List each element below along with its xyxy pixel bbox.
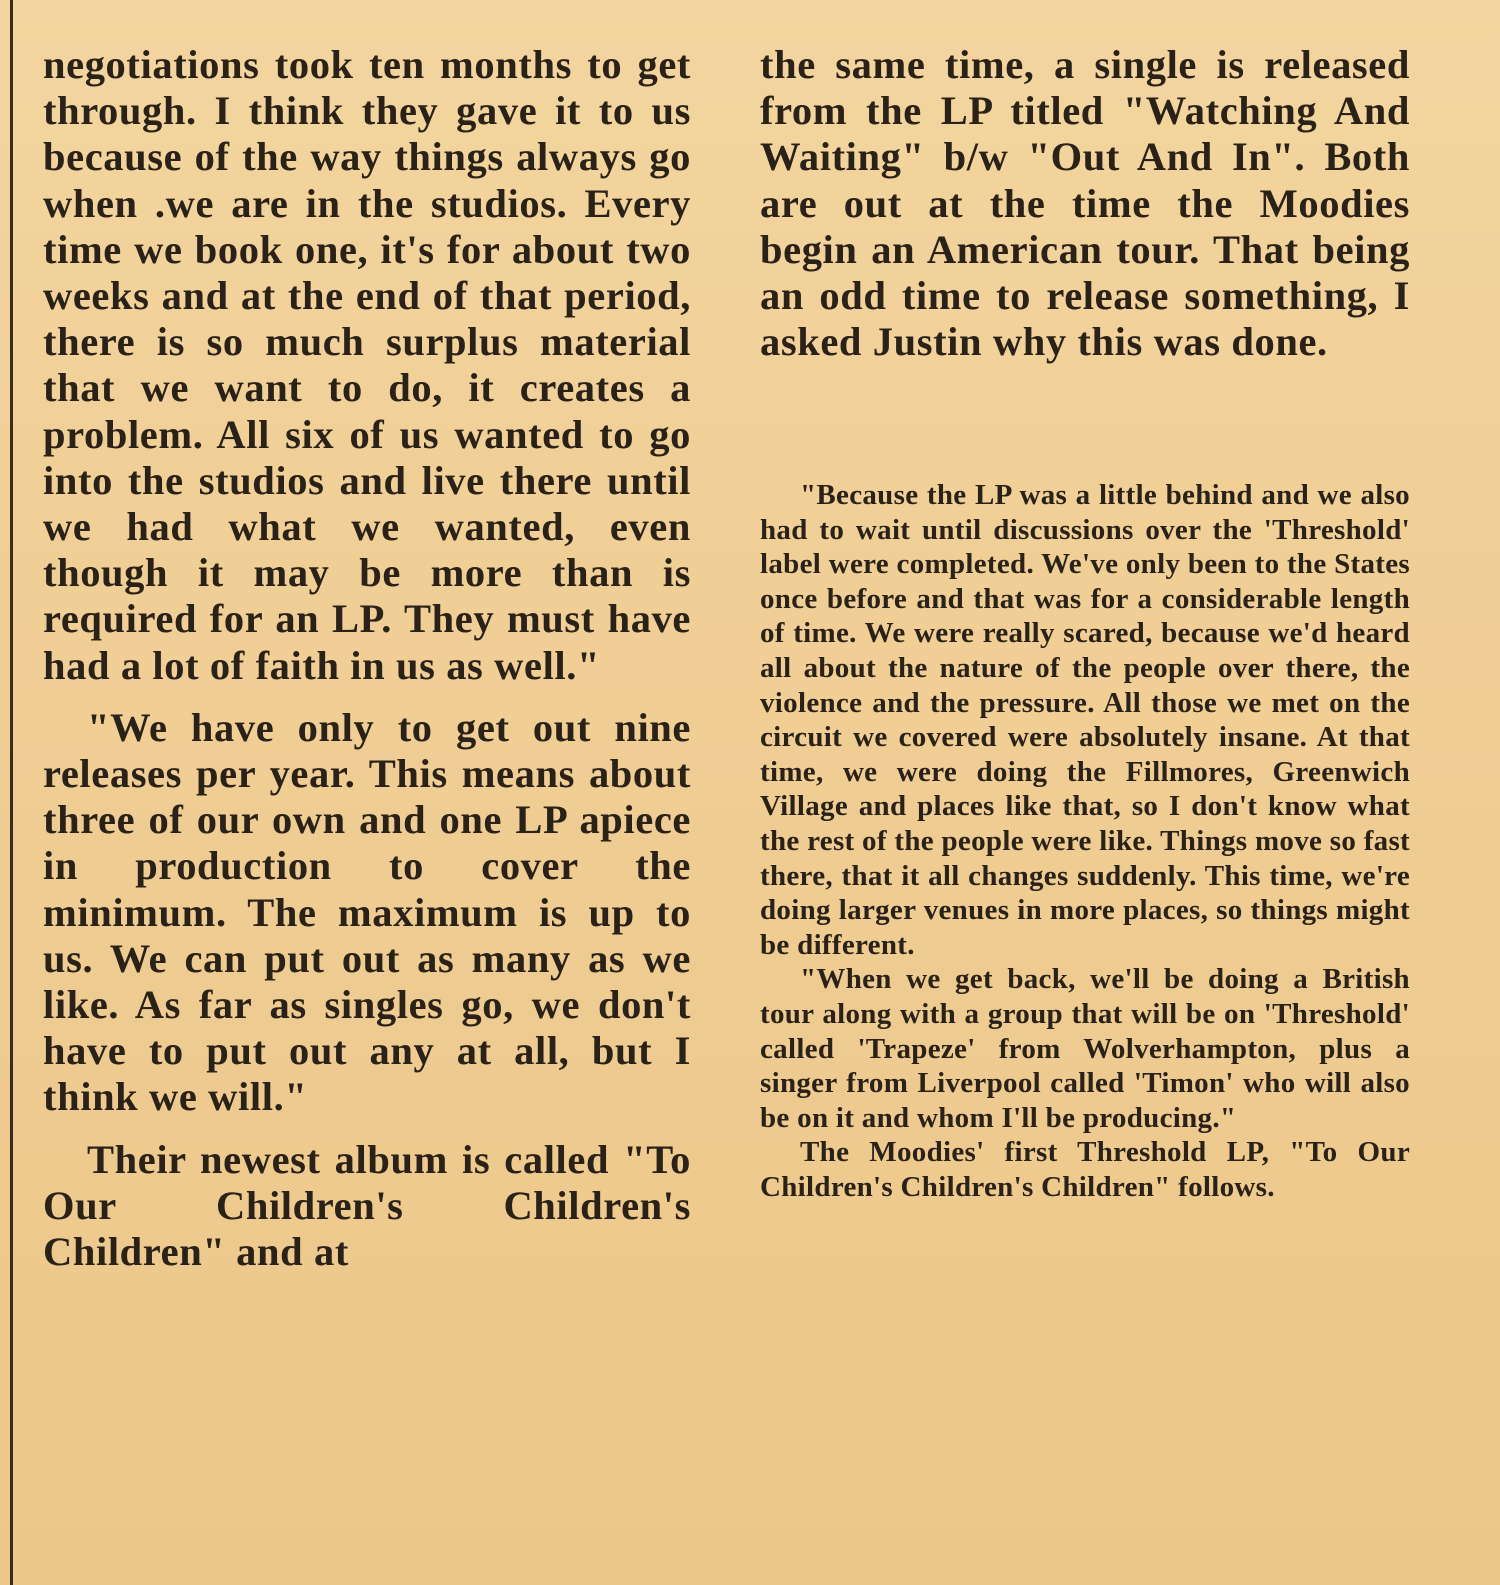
left-paragraph-1: negotiations took ten months to get through. I think they gave it to us because of the way things always go when .we are in the studios. Every time we book one, it's for about two weeks and at the end of that period, there is so much surplus material that we want to do, it creates a problem. All six of us wanted to go into the studios and live there until we had what we wanted, even though it may be more than is required for an LP. They must have had a lot of faith in us as well." [43, 42, 691, 688]
left-column [43, 42, 691, 1275]
right-paragraph-1: the same time, a single is released from the LP titled "Watching And Waiting" b/w "Out And In". Both are out at the time the Moodies begin an American tour. That being an odd time to release something, I asked Justin why this was done. [760, 42, 1410, 365]
right-column-top [760, 42, 1410, 365]
quote-paragraph-2: "When we get back, we'll be doing a British tour along with a group that will be on 'Threshold' called 'Trapeze' from Wolverhampton, plus a singer from Liverpool called 'Timon' who will also be on it and whom I'll be producing." [760, 963, 1410, 1134]
right-column-quote [760, 478, 1410, 1204]
quote-paragraph-1: "Because the LP was a little behind and we also had to wait until discussions over the 'Threshold' label were completed. We've only been to the States once before and that was for a considerable length of time. We were really scared, because we'd heard all about the nature of the people over there, the violence and the pressure. All those we met on the circuit we covered were absolutely insane. At that time, we were doing the Fillmores, Greenwich Village and places like that, so I don't know what the rest of the people were like. Things move so fast there, that it all changes suddenly. This time, we're doing larger venues in more places, so things might be different. [760, 479, 1410, 961]
closing-paragraph: The Moodies' first Threshold LP, "To Our Children's Children's Children" follows. [760, 1136, 1410, 1203]
left-paragraph-3: Their newest album is called "To Our Children's Children's Children" and at [43, 1136, 691, 1275]
column-rule [10, 0, 13, 1585]
left-paragraph-2: "We have only to get out nine releases per year. This means about three of our own and one LP apiece in production to cover the minimum. The maximum is up to us. We can put out as many as we like. As far as singles go, we don't have to put out any at all, but I think we will." [43, 704, 691, 1120]
